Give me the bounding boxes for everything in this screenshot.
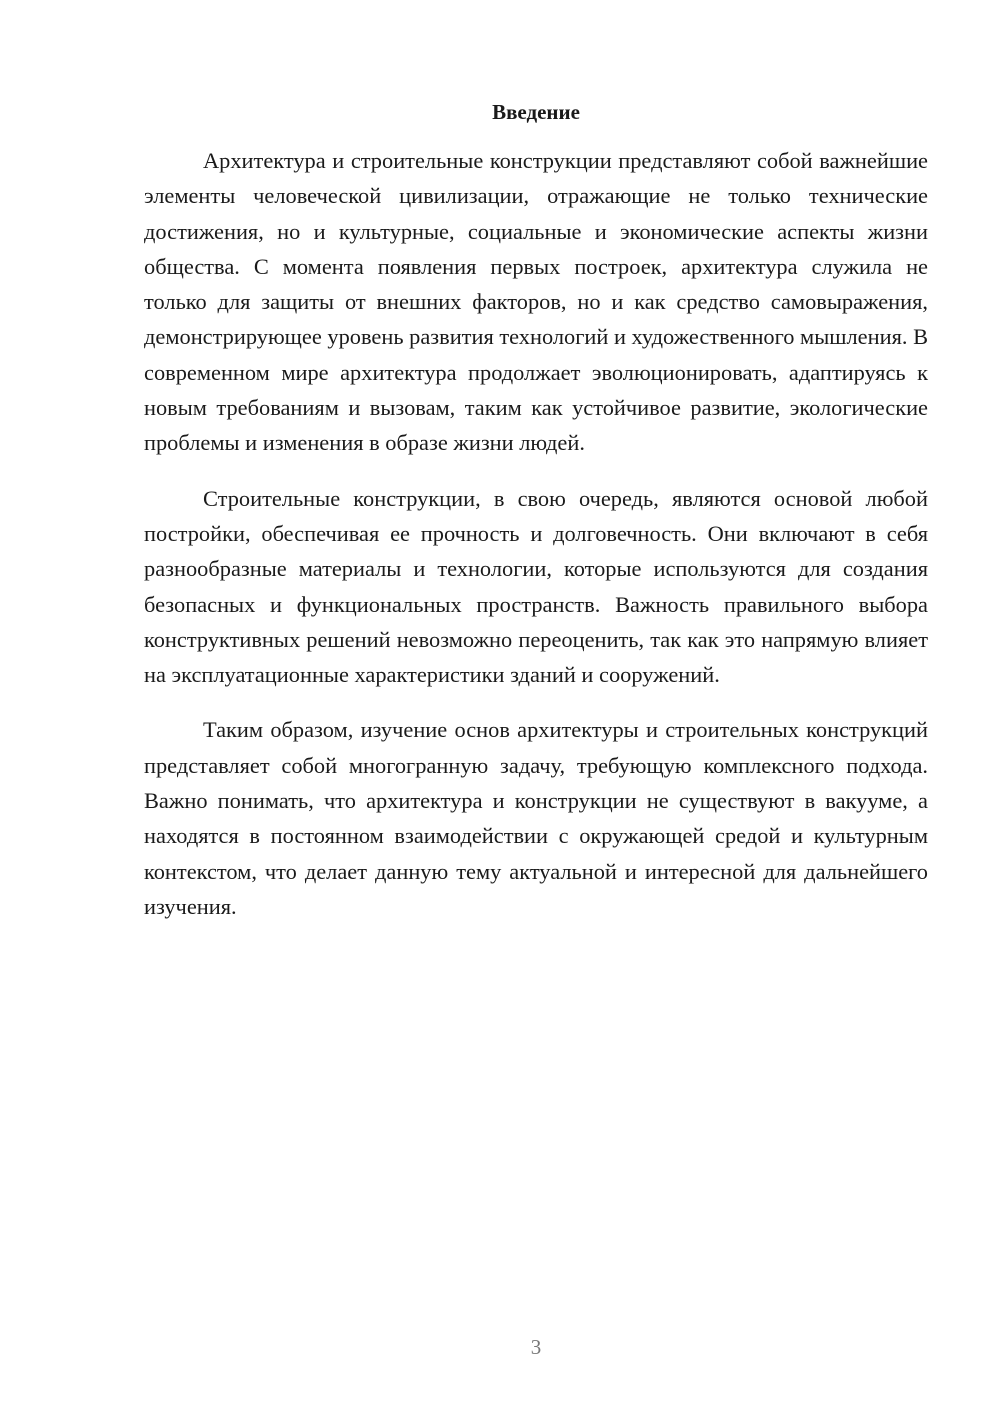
paragraph-1: Архитектура и строительные конструкции представляют собой важнейшие элементы человеческой цивилизации, отражающие не только технические достижения, но и культурные, социальные и экономические аспекты жизни общества. С момента появления первых построек, архитектура служила не только для защиты от внешних факторов, но и как средство самовыражения, демонстрирующее уровень развития технологий и художественного мышления. В современном мире архитектура продолжает эволюционировать, адаптируясь к новым требованиям и вызовам, таким как устойчивое развитие, экологические проблемы и изменения в образе жизни людей.: [144, 148, 929, 456]
page-number: 3: [530, 1335, 542, 1359]
paragraph-3: Таким образом, изучение основ архитектуры и строительных конструкций представляет собой многогранную задачу, требующую комплексного подхода. Важно понимать, что архитектура и конструкции не существуют в вакууме, а находятся в постоянном взаимодействии с окружающей средой и культурным контекстом, что делает данную тему актуальной и интересной для дальнейшего изучения.: [144, 717, 928, 919]
paragraph-2: Строительные конструкции, в свою очередь, являются основой любой постройки, обеспечивая ее прочность и долговечность. Они включают в себя разнообразные материалы и технологии, которые используются для создания безопасных и функциональных пространств. Важность правильного выбора конструктивных решений невозможно переоценить, так как это напрямую влияет на эксплуатационные характеристики зданий и сооружений.: [144, 485, 928, 688]
section-title: Введение: [492, 100, 580, 124]
body-text: [144, 143, 928, 944]
